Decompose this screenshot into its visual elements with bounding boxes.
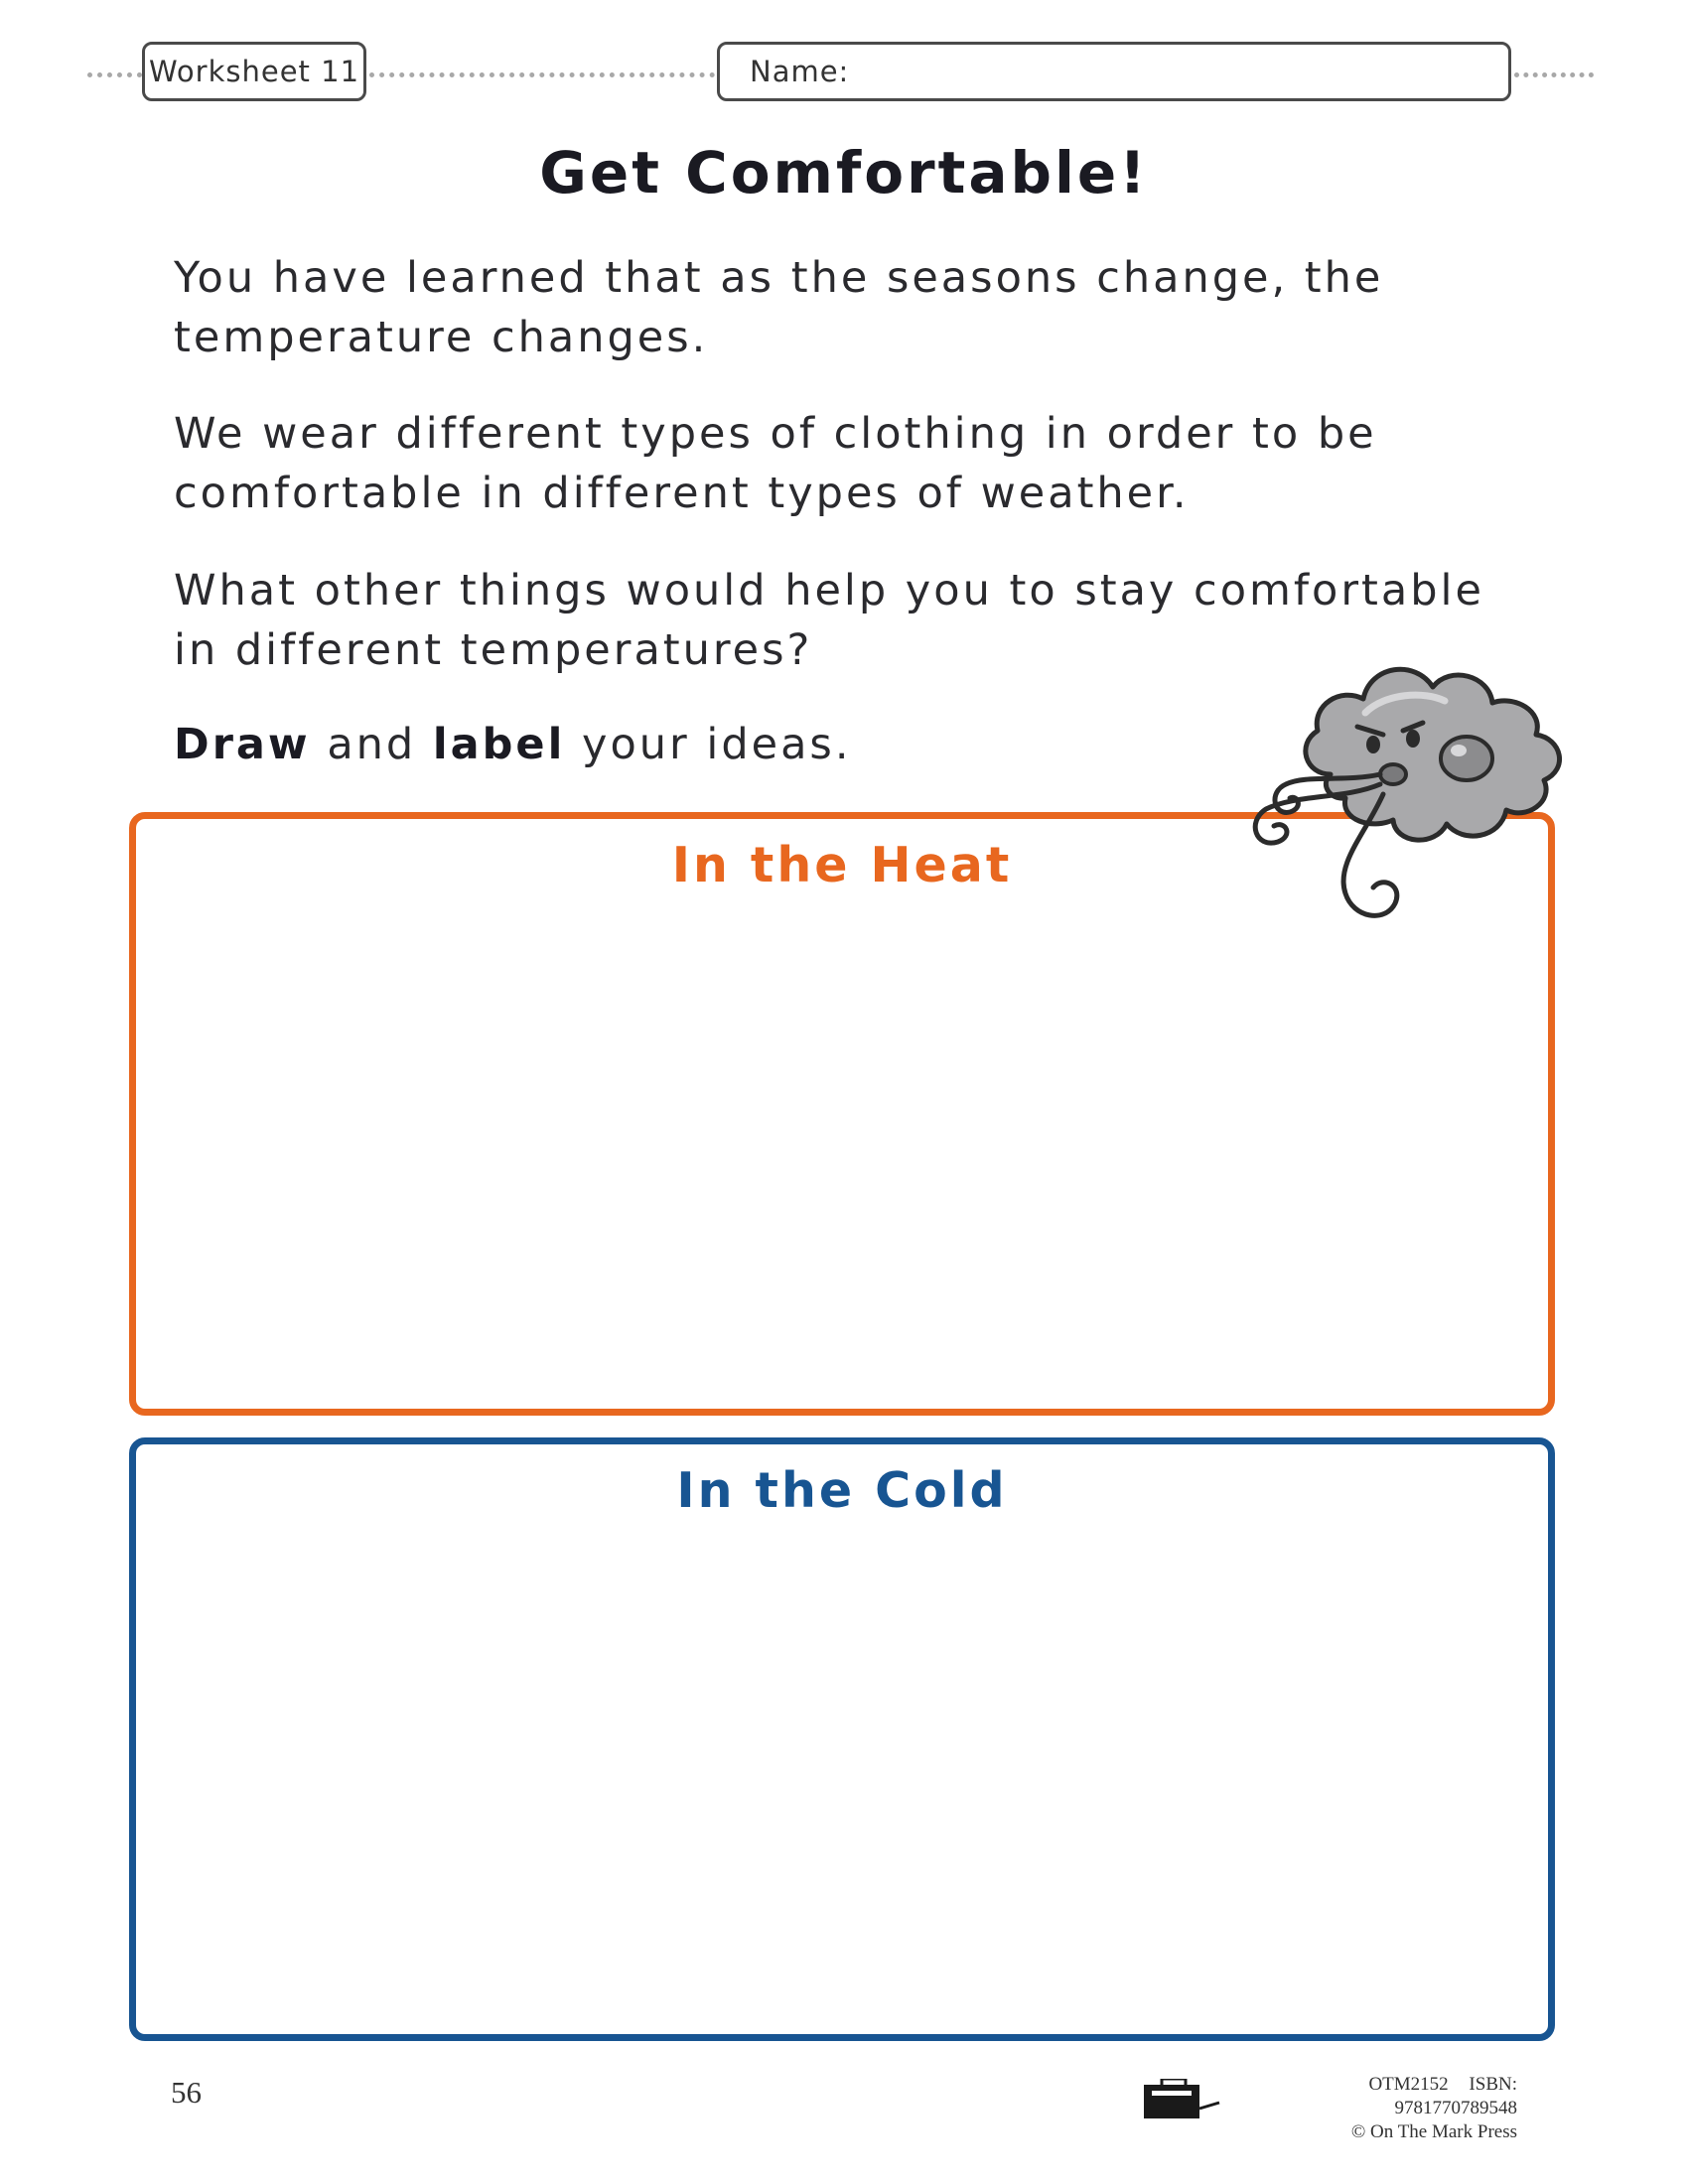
page-title: Get Comfortable! xyxy=(539,139,1149,206)
header-dotted-rule-right xyxy=(1514,72,1594,77)
instruction-paragraph-3: What other things would help you to stay comfortable in different temperatures? xyxy=(174,566,1484,675)
instruction-paragraph-2: We wear different types of clothing in order to be comfortable in different types of weather. xyxy=(174,409,1377,518)
instruction-label-word: label xyxy=(432,720,566,769)
instruction-paragraph-1: You have learned that as the seasons change, the temperature changes. xyxy=(174,253,1384,362)
heat-box-title: In the Heat xyxy=(671,837,1013,893)
instruction-ideas-text: your ideas. xyxy=(582,720,852,769)
product-code: OTM2152 xyxy=(1368,2074,1449,2095)
cold-drawing-box[interactable] xyxy=(129,1437,1555,2041)
press-logo-icon xyxy=(1142,2079,1221,2120)
page-number: 56 xyxy=(171,2075,202,2110)
worksheet-label: Worksheet 11 xyxy=(142,42,366,101)
footer-publisher-info xyxy=(1229,2073,1517,2144)
instruction-draw-word: Draw xyxy=(174,720,311,769)
isbn: ISBN: 9781770789548 xyxy=(1394,2074,1517,2118)
copyright: © On The Mark Press xyxy=(1350,2121,1517,2142)
name-field[interactable]: Name: xyxy=(717,42,1511,101)
header-dotted-rule-left xyxy=(87,72,142,77)
header-dotted-rule-middle xyxy=(369,72,715,77)
wind-blowing-cloud-icon xyxy=(1246,635,1623,963)
cold-box-title: In the Cold xyxy=(676,1462,1008,1519)
instruction-and-word: and xyxy=(327,720,417,769)
